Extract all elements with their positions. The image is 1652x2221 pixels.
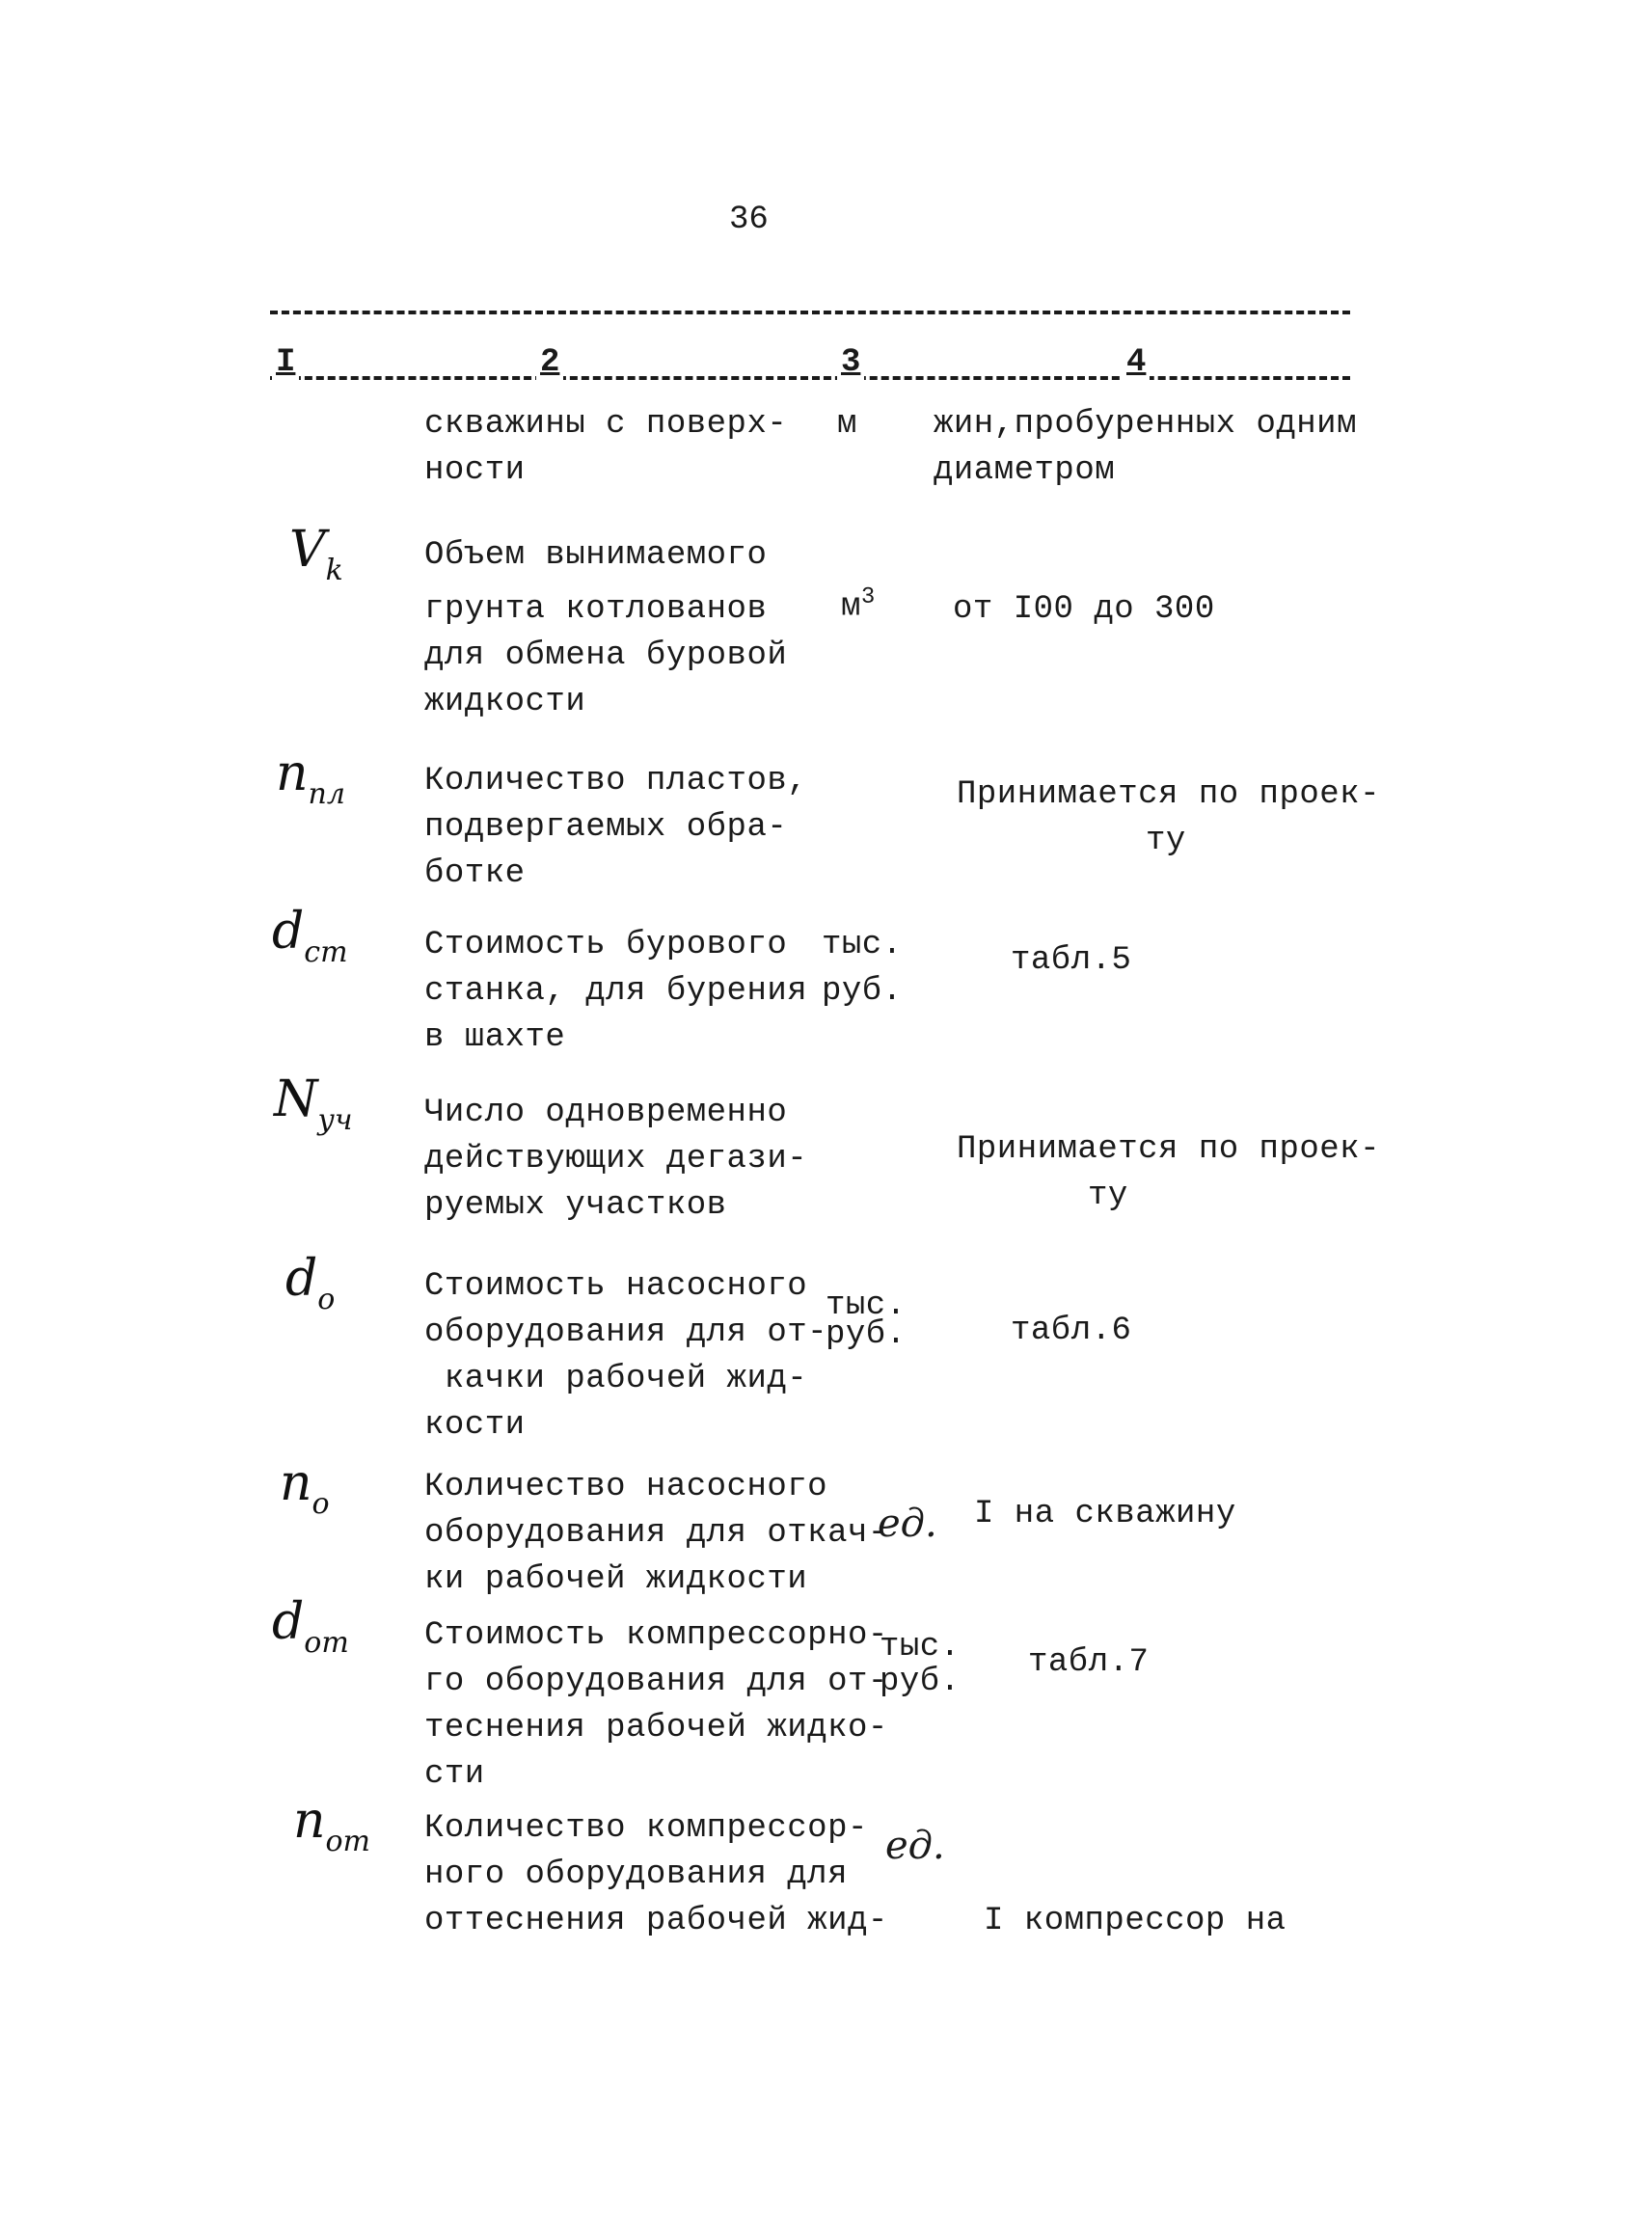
- row-4-symbol: $N_{уч}$: [274, 1070, 353, 1137]
- row-8-name-line-3: оттеснения рабочей жид-: [424, 1903, 888, 1939]
- row-5-unit-line-1: тыс.: [826, 1287, 907, 1324]
- row-2-value-line-2: ту: [1146, 823, 1186, 859]
- row-6-name-line-1: Количество насосного: [424, 1469, 828, 1505]
- row-0-value-line-1: жин,пробуренных одним: [934, 406, 1357, 443]
- header-top-rule: [270, 311, 1350, 314]
- row-6-unit: ед.: [878, 1502, 937, 1546]
- row-7-name-line-3: теснения рабочей жидко-: [424, 1710, 888, 1747]
- row-4-value-line-2: ту: [1088, 1178, 1128, 1214]
- row-7-name-line-4: сти: [424, 1756, 485, 1793]
- header-bottom-rule: [270, 376, 1350, 380]
- row-4-value-line-1: Принимается по проек-: [957, 1131, 1380, 1168]
- row-5-value: табл.6: [1011, 1313, 1132, 1349]
- row-4-name-line-2: действующих дегази-: [424, 1141, 808, 1178]
- row-2-name-line-3: ботке: [424, 855, 526, 892]
- row-4-name-line-3: руемых участков: [424, 1187, 727, 1224]
- row-5-name-line-2: оборудования для от-: [424, 1314, 828, 1351]
- row-3-name-line-1: Стоимость бурового: [424, 927, 788, 963]
- row-7-name-line-2: го оборудования для от-: [424, 1664, 888, 1700]
- column-header-4: 4: [1123, 343, 1150, 382]
- row-6-name-line-3: ки рабочей жидкости: [424, 1561, 808, 1598]
- row-1-name-line-1: Объем вынимаемого: [424, 537, 768, 574]
- row-0-value-line-2: диаметром: [934, 452, 1116, 489]
- row-2-value-line-1: Принимается по проек-: [957, 776, 1380, 813]
- row-0-name-line-1: скважины с поверх-: [424, 406, 788, 443]
- row-2-name-line-1: Количество пластов,: [424, 763, 808, 799]
- row-8-name-line-2: ного оборудования для: [424, 1856, 848, 1893]
- row-5-name-line-3: качки рабочей жид-: [424, 1361, 808, 1397]
- row-2-name-line-2: подвергаемых обра-: [424, 809, 788, 846]
- column-header-3: 3: [837, 343, 864, 382]
- row-2-symbol: $n_{пл}$: [276, 745, 345, 811]
- row-5-unit-line-2: руб.: [826, 1316, 907, 1353]
- row-5-symbol: $d_о$: [285, 1250, 336, 1316]
- row-6-value: I на скважину: [974, 1496, 1236, 1532]
- row-0-name-line-2: ности: [424, 452, 526, 489]
- row-4-name-line-1: Число одновременно: [424, 1095, 788, 1131]
- row-1-name-line-3: для обмена буровой: [424, 637, 788, 674]
- row-3-value: табл.5: [1011, 942, 1132, 979]
- row-1-unit: $м^3$: [841, 584, 876, 626]
- row-6-name-line-2: оборудования для откач-: [424, 1515, 888, 1552]
- row-7-unit-line-2: руб.: [880, 1664, 961, 1700]
- column-header-2: 2: [536, 343, 563, 382]
- row-8-unit: ед.: [885, 1824, 945, 1868]
- row-5-name-line-4: кости: [424, 1407, 526, 1444]
- row-1-symbol: $V_k$: [289, 521, 343, 587]
- row-7-unit-line-1: тыс.: [880, 1629, 961, 1666]
- row-8-value: I компрессор на: [984, 1903, 1286, 1939]
- row-0-unit: м: [837, 406, 857, 443]
- column-header-1: I: [272, 343, 299, 382]
- row-1-name-line-4: жидкости: [424, 684, 586, 720]
- row-8-symbol: $n_{от}$: [293, 1792, 371, 1858]
- row-5-name-line-1: Стоимость насосного: [424, 1268, 808, 1305]
- row-6-symbol: $n_о$: [280, 1454, 330, 1521]
- page-number: 36: [729, 202, 769, 238]
- row-3-symbol: $d_{ст}$: [272, 903, 348, 969]
- row-1-name-line-2: грунта котлованов: [424, 591, 768, 628]
- row-3-name-line-3: в шахте: [424, 1019, 566, 1056]
- row-1-value: от I00 до 300: [953, 591, 1215, 628]
- row-8-name-line-1: Количество компрессор-: [424, 1810, 868, 1847]
- row-3-unit-line-1: тыс.: [822, 927, 903, 963]
- row-7-symbol: $d_{от}$: [272, 1593, 349, 1660]
- row-7-name-line-1: Стоимость компрессорно-: [424, 1617, 888, 1654]
- row-7-value: табл.7: [1028, 1644, 1150, 1681]
- row-3-unit-line-2: руб.: [822, 973, 903, 1010]
- row-3-name-line-2: станка, для бурения: [424, 973, 808, 1010]
